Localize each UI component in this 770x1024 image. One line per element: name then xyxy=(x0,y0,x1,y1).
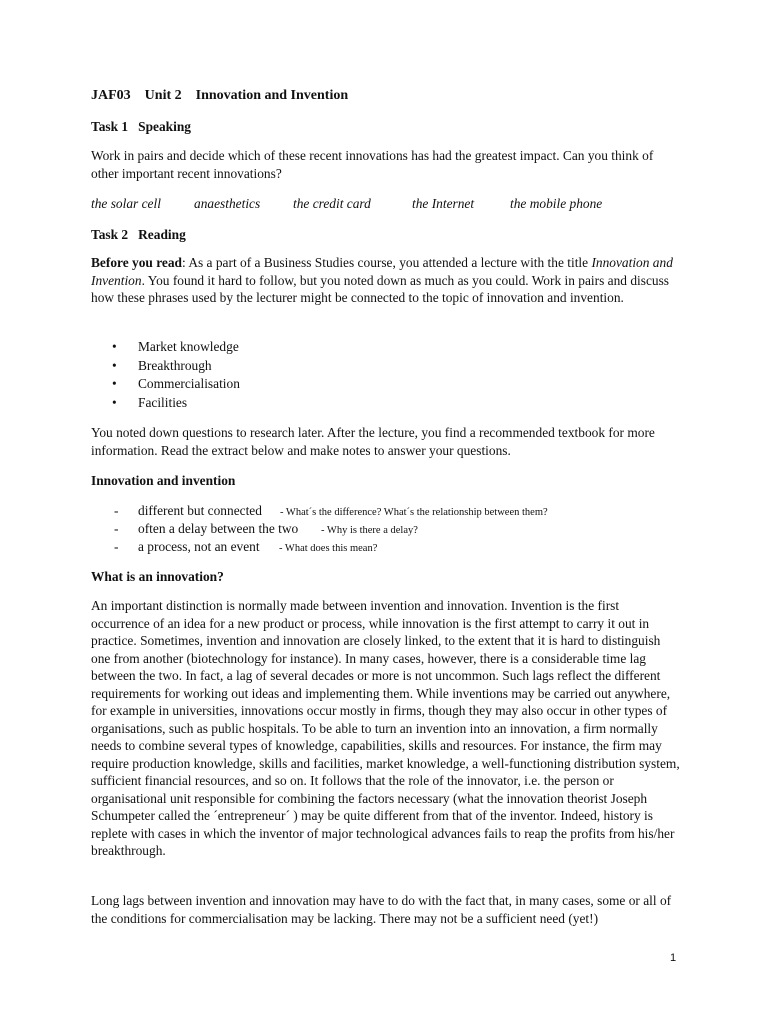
article-paragraph-1: An important distinction is normally made between invention and innovation. Invention is the first occurrence of an idea for a new product or process, while innovation is the first attempt to carry it out in practice. Sometimes, invention and innovation are closely linked, to the extent that it is hard to distinguish one from another (biotechnology for instance). In many cases, however, there is a considerable time lag between the two. In fact, a lag of several decades or more is not uncommon. Such lags reflect the different requirements for working out ideas and implementing them. While inventions may be carried out anywhere, for example in universities, innovations occur mostly in firms, though they may also occur in other types of organisations, such as public hospitals. To be able to turn an invention into an innovation, a firm normally needs to combine several types of knowledge, capabilities, skills and resources. For instance, the firm may require production knowledge, skills and facilities, market knowledge, a well-functioning distribution system, sufficient financial resources, and so on. It follows that the role of the innovator, i.e. the person or organisational unit responsible for combining the factors necessary (what the innovation theorist Joseph Schumpeter called the ´entrepreneur´ ) may be quite different from that of the inventor. Indeed, history is replete with cases in which the inventor of major technological advances fails to reap the profits from his/her breakthrough. xyxy=(91,598,680,858)
note-item xyxy=(114,502,548,520)
word-item: the mobile phone xyxy=(510,196,603,211)
note-text: different but connected xyxy=(138,503,262,518)
word-item: anaesthetics xyxy=(194,196,261,211)
task1-instruction: Work in pairs and decide which of these recent innovations has had the greatest impact. Can you think of other important recent innovations? xyxy=(91,148,654,181)
word-item: the solar cell xyxy=(91,196,161,211)
note-item xyxy=(114,538,548,556)
list-item: • Market knowledge xyxy=(112,338,240,357)
page-number: 1 xyxy=(670,952,677,964)
before-you-read-paragraph: Before you read: As a part of a Business Studies course, you attended a lecture with the title Innovation and Invention. You found it hard to follow, but you noted down as much as you could. Work in pairs and discuss how these phrases used by the lecturer might be connected to the topic of innovation and invention. xyxy=(91,255,673,305)
note-question: - What´s the difference? What´s the relationship between them? xyxy=(280,507,548,518)
word-item: the Internet xyxy=(412,196,475,211)
document-title xyxy=(91,87,681,105)
note-item xyxy=(114,520,548,538)
article-heading: What is an innovation? xyxy=(91,569,224,584)
unit-title: Innovation and Invention xyxy=(195,88,349,103)
task1-heading: Task 1 Speaking xyxy=(91,119,191,134)
note-question: - What does this mean? xyxy=(279,543,378,554)
list-item: • Breakthrough xyxy=(112,357,240,376)
list-item: • Commercialisation xyxy=(112,375,240,394)
note-text: often a delay between the two xyxy=(138,521,299,536)
note-text: a process, not an event xyxy=(138,539,260,554)
course-code: JAF03 xyxy=(91,88,131,103)
task2-heading: Task 2 Reading xyxy=(91,227,186,242)
before-you-read-label: Before you read xyxy=(91,255,182,270)
notes-intro: You noted down questions to research later. After the lecture, you find a recommended textbook for more information. Read the extract below and make notes to answer your questions. xyxy=(91,425,655,458)
list-item: • Facilities xyxy=(112,394,240,413)
note-question: - Why is there a delay? xyxy=(321,525,418,536)
notes-list xyxy=(114,502,548,556)
lecture-title: Innovation and Invention xyxy=(91,255,673,288)
notes-heading: Innovation and invention xyxy=(91,473,236,488)
article-paragraph-2: Long lags between invention and innovation may have to do with the fact that, in many cases, some or all of the conditions for commercialisation may be lacking. There may not be a sufficient need (yet!) xyxy=(91,893,672,926)
phrase-list xyxy=(112,338,240,413)
unit-label: Unit 2 xyxy=(144,88,182,103)
word-item: the credit card xyxy=(293,196,371,211)
